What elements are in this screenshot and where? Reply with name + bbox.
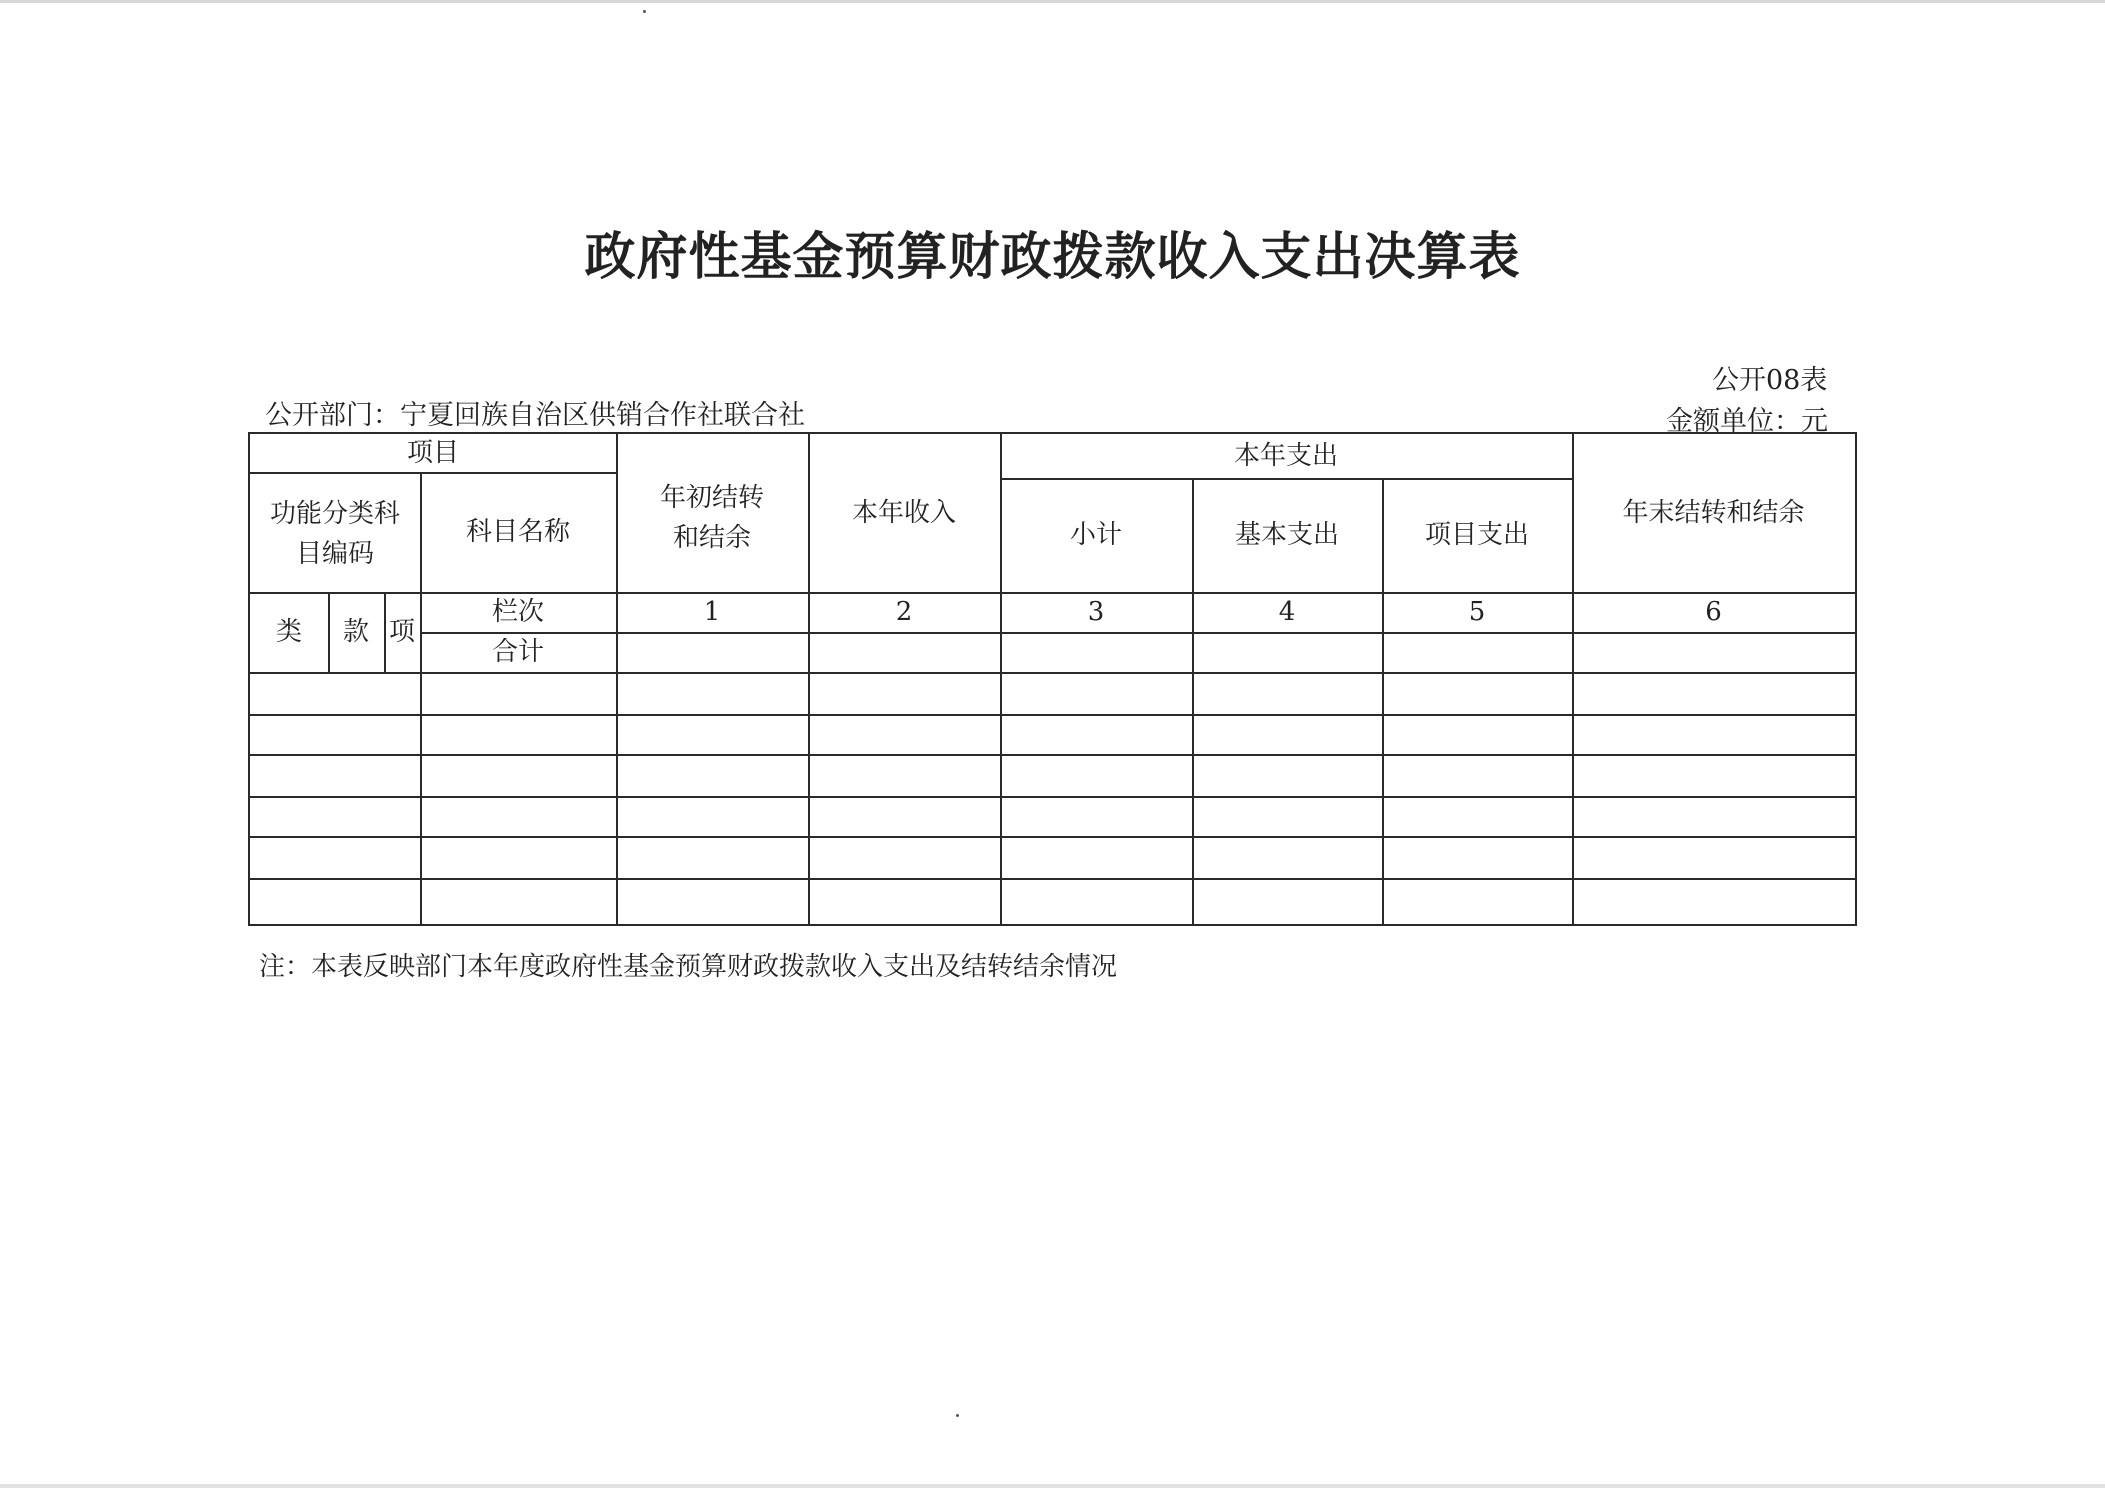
currency-unit: 金额单位：元 <box>1666 406 1828 437</box>
column-number: 6 <box>1705 597 1722 627</box>
header-function-code: 功能分类科目编码 <box>269 499 400 569</box>
header-subject-name: 科目名称 <box>465 517 570 547</box>
page-title: 政府性基金预算财政拨款收入支出决算表 <box>584 227 1521 287</box>
form-number: 公开08表 <box>1712 365 1828 396</box>
column-number: 5 <box>1468 597 1486 627</box>
column-number: 4 <box>1278 597 1296 627</box>
header-begin-balance: 年初结转和结余 <box>659 483 764 553</box>
header-income: 本年收入 <box>851 498 956 528</box>
table-divider <box>420 632 1855 634</box>
header-item: 项目 <box>406 438 459 468</box>
table-note: 注：本表反映部门本年度政府性基金预算财政拨款收入支出及结转结余情况 <box>259 952 1118 982</box>
code-section-label: 款 <box>342 617 369 647</box>
table-divider <box>250 754 1855 756</box>
code-item-label: 项 <box>388 617 415 647</box>
scan-edge-bottom <box>0 1484 2105 1488</box>
table-divider <box>250 672 1855 674</box>
table-divider <box>616 434 618 924</box>
department-label: 公开部门：宁夏回族自治区供销合作社联合社 <box>265 400 805 431</box>
table-divider <box>250 836 1855 838</box>
column-number: 2 <box>895 597 913 627</box>
table-divider <box>250 714 1855 716</box>
column-number: 3 <box>1087 597 1105 627</box>
column-row-label: 栏次 <box>491 597 544 627</box>
header-expenditure: 本年支出 <box>1233 441 1338 471</box>
column-number: 1 <box>703 597 721 627</box>
header-end-balance: 年末结转和结余 <box>1622 498 1805 528</box>
table-divider <box>250 878 1855 880</box>
header-basic: 基本支出 <box>1234 520 1339 550</box>
code-class-label: 类 <box>275 617 302 647</box>
scan-speck <box>956 1414 959 1417</box>
table-divider <box>250 796 1855 798</box>
budget-table <box>248 432 1857 926</box>
header-subtotal: 小计 <box>1069 520 1122 550</box>
header-project: 项目支出 <box>1424 520 1529 550</box>
total-row-label: 合计 <box>491 637 544 667</box>
scan-speck <box>643 10 646 13</box>
scan-edge-top <box>0 0 2105 3</box>
